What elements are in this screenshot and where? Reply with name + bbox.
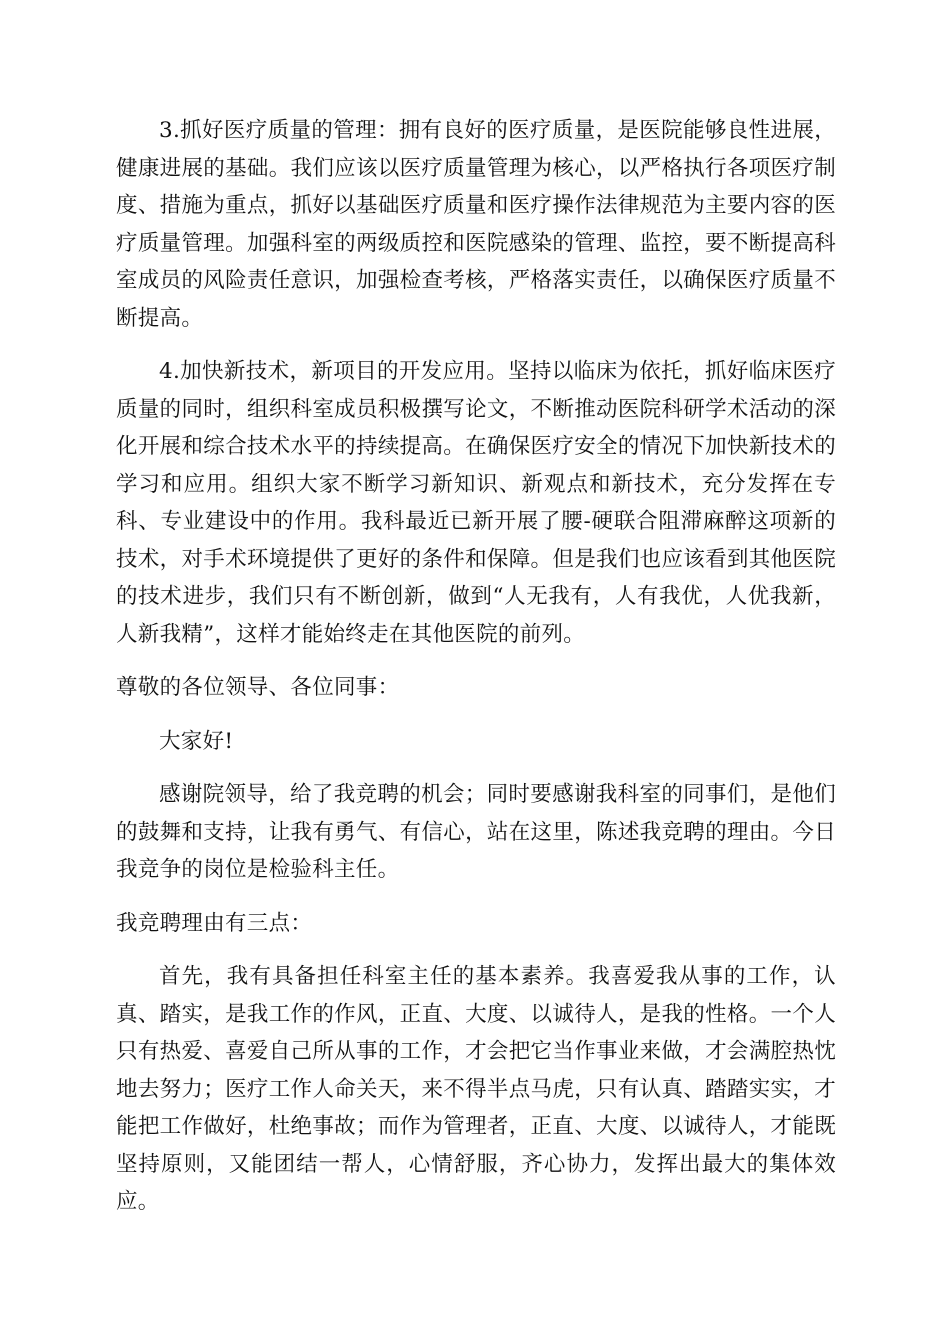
paragraph-reasons-intro: 我竞聘理由有三点： <box>116 910 313 936</box>
paragraph-quality-management: 3.抓好医疗质量的管理：拥有良好的医疗质量，是医院能够良性进展，健康进展的基础。我们应该以医疗质量管理为核心，以严格执行各项医疗制度、措施为重点，抓好以基础医疗质量和医疗操作法律规范为主要内容的医疗质量管理。加强科室的两级质控和医院感染的管理、监控，要不断提高科室成员的风险责任意识，加强检查考核，严格落实责任，以确保医疗质量不断提高。 <box>116 118 836 331</box>
paragraph-salutation: 尊敬的各位领导、各位同事： <box>116 675 400 700</box>
paragraph-greeting: 大家好! <box>159 728 234 754</box>
paragraph-thanks: 感谢院领导，给了我竞聘的机会；同时要感谢我科室的同事们，是他们的鼓舞和支持，让我有勇气、有信心，站在这里，陈述我竞聘的理由。今日我竞争的岗位是检验科主任。 <box>116 782 836 882</box>
paragraph-reason-one: 首先，我有具备担任科室主任的基本素养。我喜爱我从事的工作，认真、踏实，是我工作的作风，正直、大度、以诚待人，是我的性格。一个人只有热爱、喜爱自己所从事的工作，才会把它当作事业来做，才会满腔热忱地去努力；医疗工作人命关天，来不得半点马虎，只有认真、踏踏实实，才能把工作做好，杜绝事故；而作为管理者，正直、大度、以诚待人，才能既坚持原则，又能团结一帮人，心情舒服，齐心协力，发挥出最大的集体效应。 <box>116 964 836 1214</box>
paragraph-new-technology: 4.加快新技术，新项目的开发应用。坚持以临床为依托，抓好临床医疗质量的同时，组织科室成员积极撰写论文，不断推动医院科研学术活动的深化开展和综合技术水平的持续提高。在确保医疗安全的情况下加快新技术的学习和应用。组织大家不断学习新知识、新观点和新技术，充分发挥在专科、专业建设中的作用。我科最近已新开展了腰-硬联合阻滞麻醉这项新的技术，对手术环境提供了更好的条件和保障。但是我们也应该看到其他医院的技术进步，我们只有不断创新，做到“人无我有，人有我优，人优我新，人新我精”，这样才能始终走在其他医院的前列。 <box>116 359 836 647</box>
document-page <box>116 112 836 1237</box>
